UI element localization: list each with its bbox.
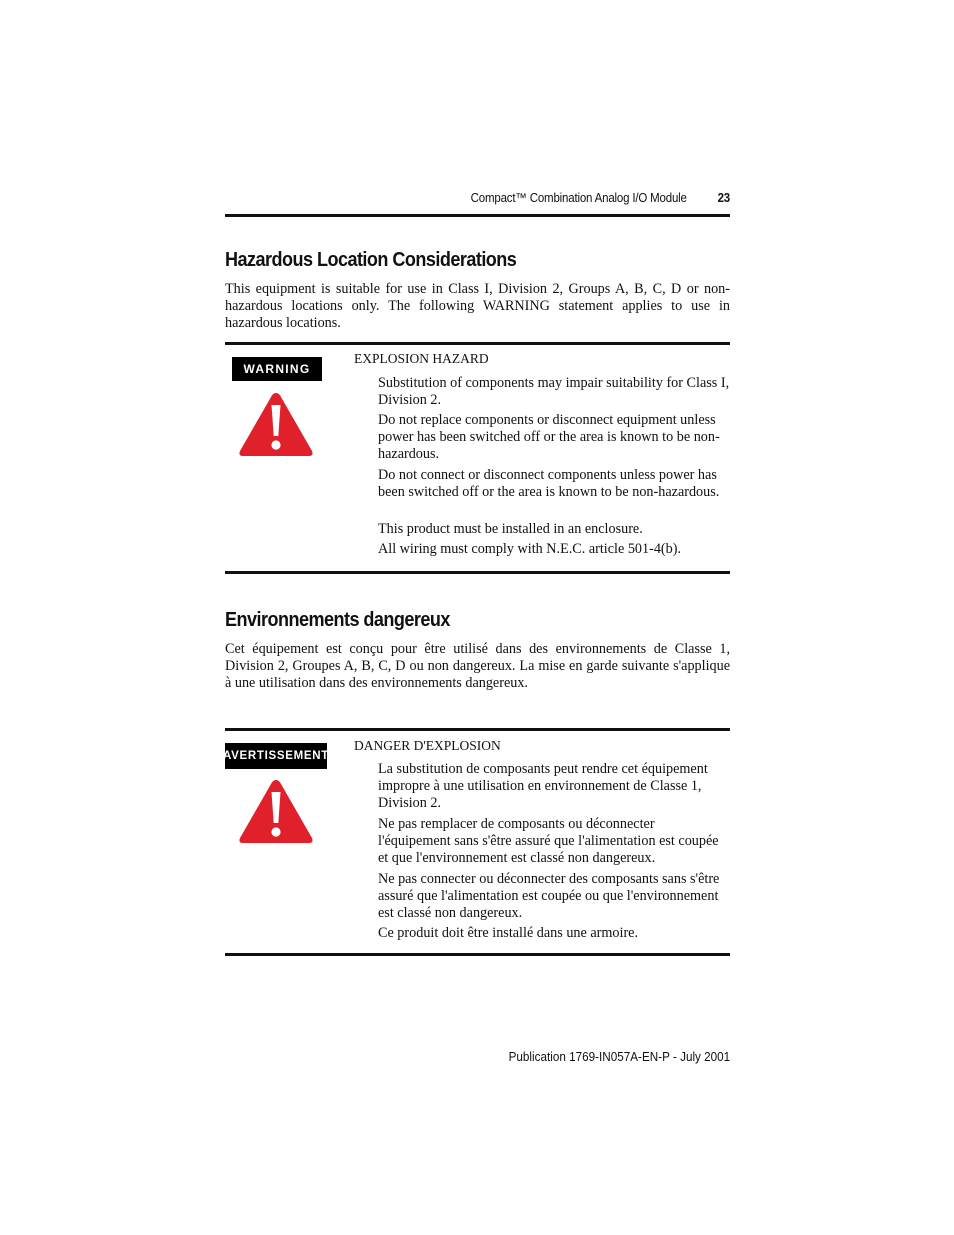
publication-footer: Publication 1769-IN057A-EN-P - July 2001: [508, 1049, 730, 1064]
alert-item-fr-4: Ce produit doit être installé dans une armoire.: [378, 925, 639, 941]
alert-top-rule-fr: [225, 728, 730, 731]
header-rule: [225, 214, 730, 217]
alert-item-fr-2: Ne pas remplacer de composants ou déconnecter l'équipement sans s'être assuré que l'alimentation est coupée et que l'environnement est classé non dangereux.: [378, 816, 719, 866]
alert-item-en-3: Do not connect or disconnect components unless power has been switched off or the area is known to be non-hazardous.: [378, 467, 720, 500]
alert-item-en-2: Do not replace components or disconnect equipment unless power has been switched off or the area is known to be non-hazardous.: [378, 412, 720, 462]
warning-badge: WARNING: [232, 357, 322, 381]
alert-item-en-4: This product must be installed in an enclosure.: [378, 521, 643, 537]
warning-triangle-icon: [236, 388, 316, 460]
warning-triangle-icon: [236, 775, 316, 847]
intro-paragraph-fr: Cet équipement est conçu pour être utilisé dans des environnements de Classe 1, Division 2, Groupes A, B, C, D ou non dangereux. La mise en garde suivante s'applique à une utilisation dans des environnements dangereux.: [225, 641, 730, 691]
alert-title-en: EXPLOSION HAZARD: [354, 351, 489, 366]
running-title: Compact™ Combination Analog I/O Module: [470, 191, 687, 205]
alert-top-rule-en: [225, 342, 730, 345]
alert-item-en-5: All wiring must comply with N.E.C. article 501-4(b).: [378, 541, 682, 557]
alert-item-en-1: Substitution of components may impair suitability for Class I, Division 2.: [378, 375, 730, 408]
alert-title-fr: DANGER D'EXPLOSION: [354, 738, 501, 753]
intro-paragraph-en: This equipment is suitable for use in Class I, Division 2, Groups A, B, C, D or non-hazardous locations only. The following WARNING statement applies to use in hazardous locations.: [225, 281, 730, 331]
running-header: [265, 191, 730, 209]
avertissement-badge: AVERTISSEMENT: [225, 743, 327, 769]
alert-item-fr-3: Ne pas connecter ou déconnecter des composants sans s'être assuré que l'alimentation est coupée ou que l'environnement est classé non dangereux.: [378, 871, 720, 921]
page-number: 23: [717, 191, 730, 205]
alert-item-fr-1: La substitution de composants peut rendre cet équipement impropre à une utilisation en environnement de Classe 1, Division 2.: [378, 761, 708, 811]
section-heading-en: Hazardous Location Considerations: [225, 248, 517, 271]
alert-bottom-rule-en: [225, 571, 730, 574]
section-heading-fr: Environnements dangereux: [225, 608, 450, 631]
alert-bottom-rule-fr: [225, 953, 730, 956]
